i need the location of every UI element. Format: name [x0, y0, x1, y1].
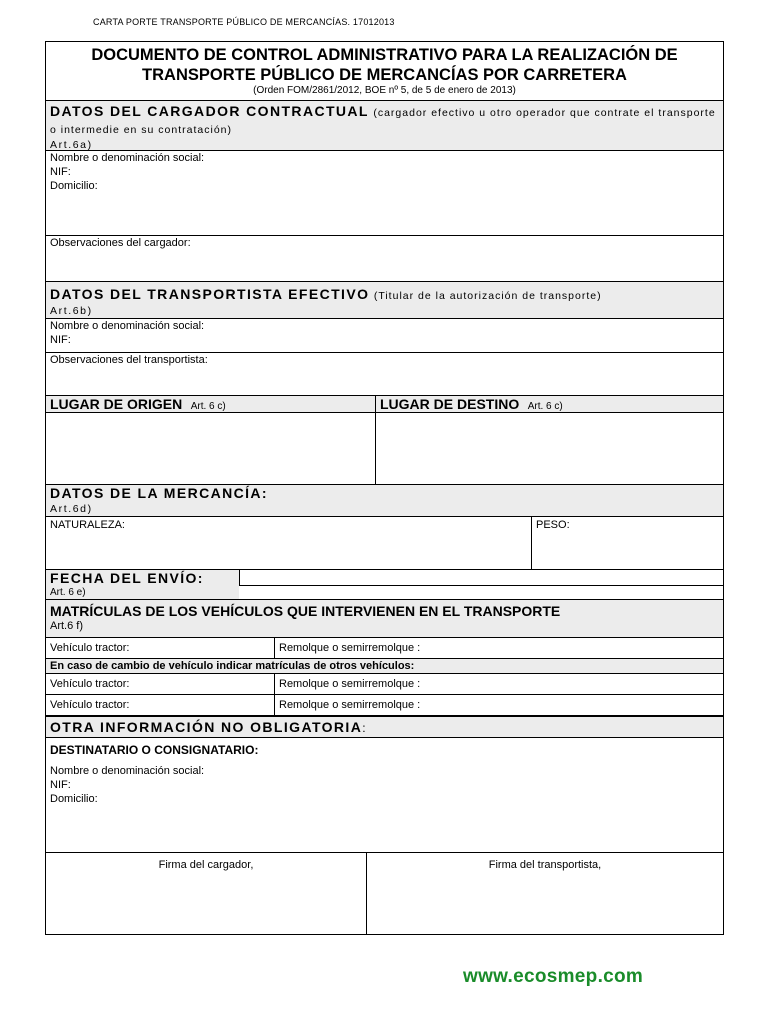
firma-cargador-label: Firma del cargador,	[158, 859, 254, 871]
firma-transportista-box[interactable]	[367, 853, 723, 934]
fecha-heading: FECHA DEL ENVÍO:	[50, 570, 204, 586]
cargador-nombre-label: Nombre o denominación social:	[50, 152, 205, 164]
cargador-observaciones-field[interactable]	[46, 236, 723, 282]
fecha-field[interactable]	[240, 570, 723, 585]
lugar-divider	[375, 396, 376, 412]
destinatario-fields[interactable]	[46, 738, 723, 853]
carta-porte-form	[45, 41, 724, 935]
otra-info-heading: OTRA INFORMACIÓN NO OBLIGATORIA	[50, 719, 363, 735]
fecha-article: Art. 6 e)	[50, 587, 86, 598]
title-line-2: TRANSPORTE PÚBLICO DE MERCANCÍAS POR CARRETERA	[142, 66, 627, 84]
firma-transportista-label: Firma del transportista,	[488, 859, 602, 871]
remolque-field-3[interactable]	[275, 695, 723, 715]
title-line-1: DOCUMENTO DE CONTROL ADMINISTRATIVO PARA LA REALIZACIÓN DE	[91, 46, 678, 64]
remolque-label-2: Remolque o semirremolque :	[279, 678, 421, 690]
lugar-origen-field[interactable]	[46, 413, 375, 484]
mercancia-section-header	[46, 485, 723, 517]
transportista-nif-label: NIF:	[50, 334, 71, 346]
mercancia-article: Art.6d)	[50, 503, 93, 515]
matriculas-heading: MATRÍCULAS DE LOS VEHÍCULOS QUE INTERVIENEN EN EL TRANSPORTE	[50, 603, 561, 619]
cargador-article: Art.6a)	[50, 139, 93, 151]
cambio-vehiculo-text: En caso de cambio de vehículo indicar matrículas de otros vehículos:	[50, 660, 415, 672]
cargador-observaciones-label: Observaciones del cargador:	[50, 237, 191, 249]
ecosmep-website-link[interactable]: www.ecosmep.com	[463, 966, 644, 987]
cambio-vehiculo-note	[46, 659, 723, 674]
vehiculo-tractor-label-3: Vehículo tractor:	[50, 699, 130, 711]
lugar-destino-article: Art. 6 c)	[527, 401, 563, 412]
vehiculo-tractor-label-2: Vehículo tractor:	[50, 678, 130, 690]
matriculas-section-header	[46, 600, 723, 638]
remolque-field-1[interactable]	[275, 638, 723, 658]
cargador-domicilio-label: Domicilio:	[50, 180, 98, 192]
title-block	[46, 42, 723, 101]
transportista-observaciones-field[interactable]	[46, 353, 723, 396]
lugar-origen-heading: LUGAR DE ORIGEN	[50, 396, 183, 412]
transportista-fields[interactable]	[46, 319, 723, 353]
remolque-label-1: Remolque o semirremolque :	[279, 642, 421, 654]
vehiculo-tractor-label-1: Vehículo tractor:	[50, 642, 130, 654]
vehiculo-tractor-field-1[interactable]	[46, 638, 274, 658]
cargador-note: (cargador efectivo u otro operador que contrate el transporte o intermedie en su contratación)	[50, 107, 716, 136]
destinatario-heading: DESTINATARIO O CONSIGNATARIO:	[50, 743, 259, 757]
vehiculo-row-1	[46, 638, 723, 659]
lugar-destino-heading: LUGAR DE DESTINO	[380, 396, 520, 412]
document-header: CARTA PORTE TRANSPORTE PÚBLICO DE MERCANCÍAS. 17012013	[93, 17, 395, 27]
lugar-destino-field[interactable]	[376, 413, 723, 484]
transportista-nombre-label: Nombre o denominación social:	[50, 320, 205, 332]
destinatario-nif-label: NIF:	[50, 779, 71, 791]
transportista-section-header	[46, 282, 723, 319]
vehiculo-row-3	[46, 695, 723, 717]
mercancia-heading: DATOS DE LA MERCANCÍA:	[50, 485, 268, 501]
fecha-row	[46, 570, 723, 600]
fecha-underline	[239, 585, 723, 586]
vehiculo-tractor-field-3[interactable]	[46, 695, 274, 715]
lugar-section-header	[46, 396, 723, 413]
transportista-heading: DATOS DEL TRANSPORTISTA EFECTIVO	[50, 286, 370, 302]
transportista-observaciones-label: Observaciones del transportista:	[50, 354, 208, 366]
matriculas-article: Art.6 f)	[50, 620, 84, 632]
naturaleza-label: NATURALEZA:	[50, 519, 125, 531]
vehiculo-row-2	[46, 674, 723, 695]
naturaleza-field[interactable]	[46, 517, 531, 569]
destinatario-nombre-label: Nombre o denominación social:	[50, 765, 205, 777]
cargador-nif-label: NIF:	[50, 166, 71, 178]
firmas-row	[46, 853, 723, 934]
vehiculo-tractor-field-2[interactable]	[46, 674, 274, 694]
mercancia-fields	[46, 517, 723, 570]
cargador-heading: DATOS DEL CARGADOR CONTRACTUAL	[50, 103, 369, 119]
lugar-fields	[46, 413, 723, 485]
transportista-note: (Titular de la autorización de transporte)	[373, 290, 602, 302]
firma-cargador-box[interactable]	[46, 853, 366, 934]
lugar-origen-article: Art. 6 c)	[190, 401, 226, 412]
remolque-label-3: Remolque o semirremolque :	[279, 699, 421, 711]
title-subtitle: (Orden FOM/2861/2012, BOE nº 5, de 5 de enero de 2013)	[253, 85, 516, 96]
peso-field[interactable]	[532, 517, 723, 569]
cargador-fields[interactable]	[46, 151, 723, 236]
otra-info-colon: :	[362, 721, 366, 735]
otra-info-section-header	[46, 717, 723, 738]
peso-label: PESO:	[536, 519, 570, 531]
cargador-section-header	[46, 101, 723, 151]
transportista-article: Art.6b)	[50, 305, 93, 317]
destinatario-domicilio-label: Domicilio:	[50, 793, 98, 805]
remolque-field-2[interactable]	[275, 674, 723, 694]
fecha-label-cell	[46, 570, 239, 599]
